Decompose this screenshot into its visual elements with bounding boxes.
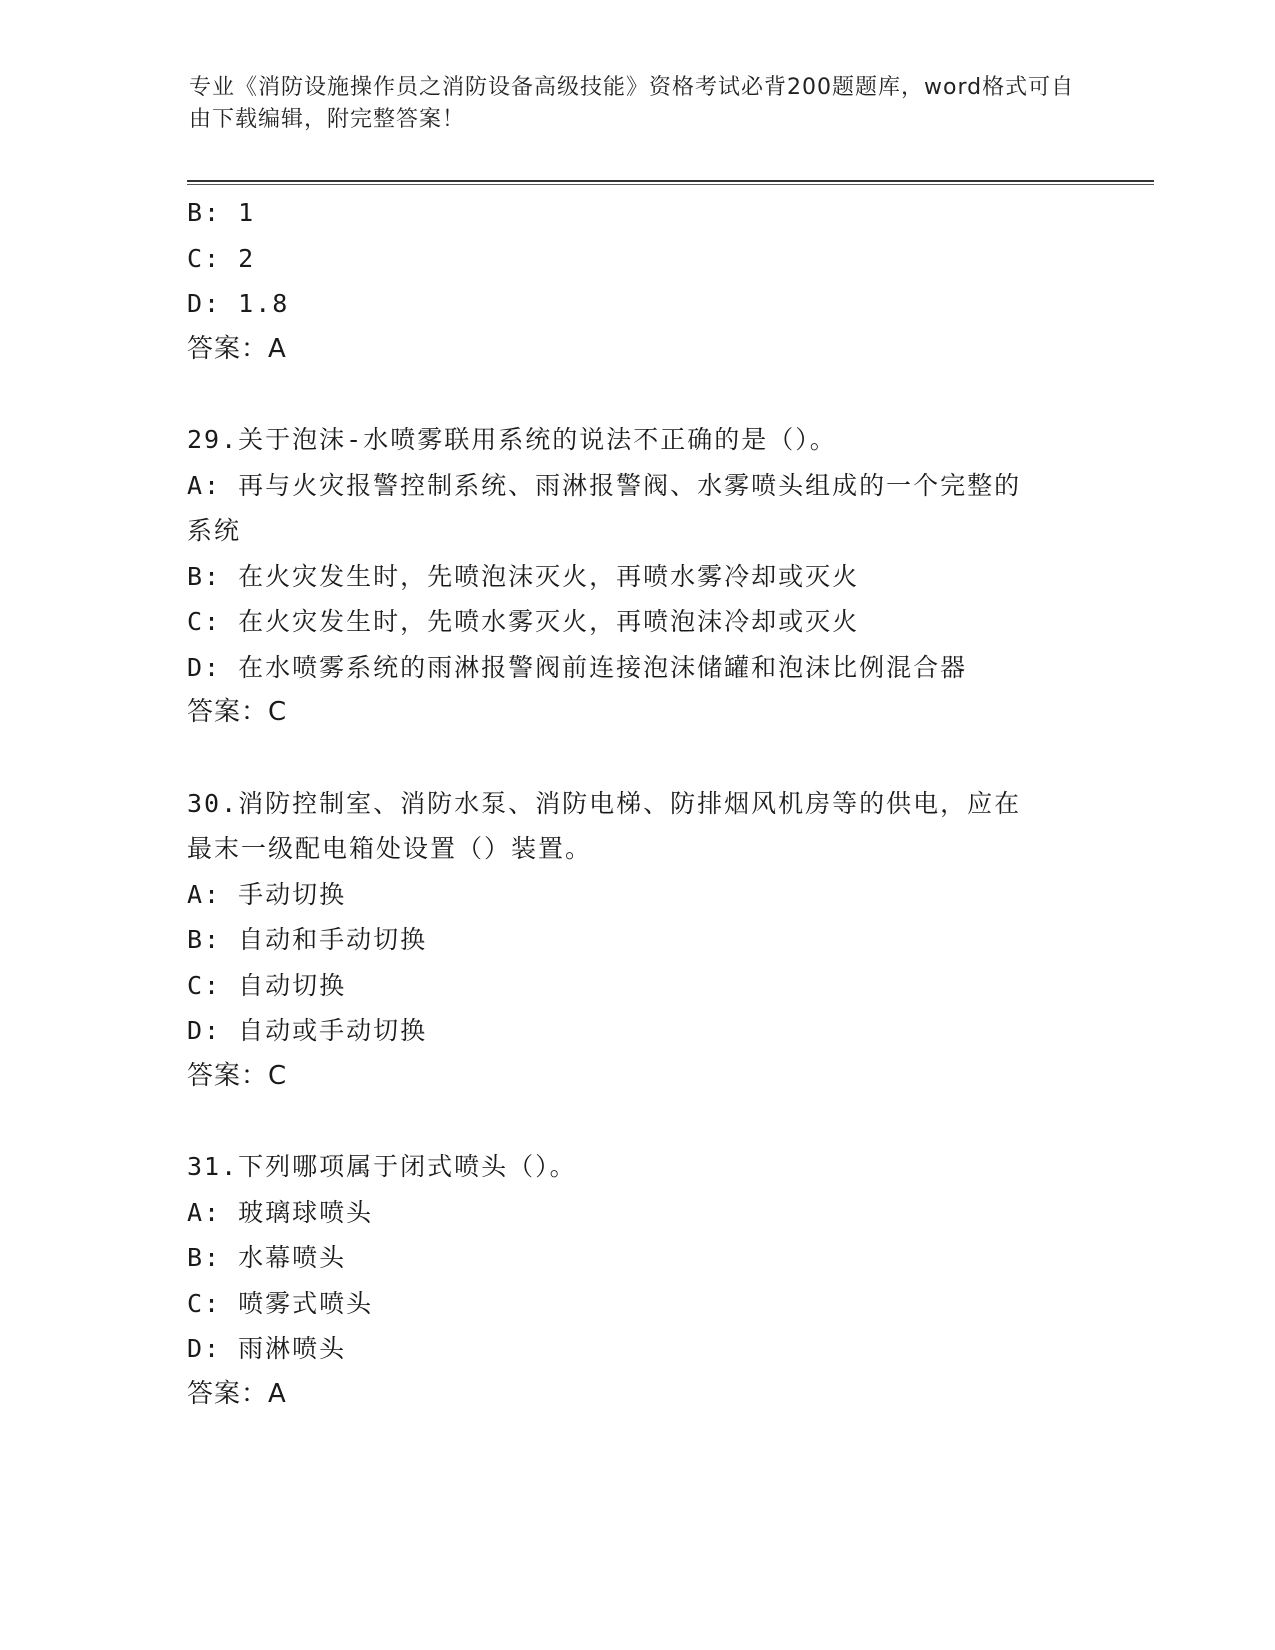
option-a: A: 再与火灾报警控制系统、雨淋报警阀、水雾喷头组成的一个完整的 <box>187 470 1022 500</box>
option-c: C: 2 <box>187 243 256 273</box>
option-a-continued: 系统 <box>187 516 242 545</box>
option-c: C: 自动切换 <box>187 970 347 1000</box>
option-d: D: 在水喷雾系统的雨淋报警阀前连接泡沫储罐和泡沫比例混合器 <box>187 652 968 682</box>
option-c: C: 在火灾发生时，先喷水雾灭火，再喷泡沫冷却或灭火 <box>187 607 860 636</box>
option-d: D: 1.8 <box>187 289 290 318</box>
header-divider <box>187 180 1154 182</box>
question-30 <box>187 781 1087 1100</box>
page-header: 专业《消防设施操作员之消防设备高级技能》资格考试必背200题题库，word格式可自由下载编辑，附完整答案！ <box>189 75 1075 132</box>
header-divider-secondary <box>187 184 1154 185</box>
answer-line: 答案：C <box>187 1060 288 1091</box>
option-b: B: 在火灾发生时，先喷泡沫灭火，再喷水雾冷却或灭火 <box>187 561 860 591</box>
answer-line: 答案：A <box>187 333 287 364</box>
option-c: C: 喷雾式喷头 <box>187 1288 374 1318</box>
option-d: D: 自动或手动切换 <box>187 1016 428 1045</box>
answer-line: 答案：C <box>187 697 288 727</box>
partial-question-28 <box>187 190 1087 372</box>
option-d: D: 雨淋喷头 <box>187 1334 347 1363</box>
option-b: B: 1 <box>187 198 256 227</box>
question-stem: 31.下列哪项属于闭式喷头（）。 <box>187 1152 577 1181</box>
option-b: B: 水幕喷头 <box>187 1243 347 1272</box>
question-stem-continued: 最末一级配电箱处设置（）装置。 <box>187 834 593 863</box>
question-stem: 29.关于泡沫-水喷雾联用系统的说法不正确的是（）。 <box>187 425 837 454</box>
question-stem: 30.消防控制室、消防水泵、消防电梯、防排烟风机房等的供电，应在 <box>187 788 1022 818</box>
question-31 <box>187 1144 1087 1417</box>
option-b: B: 自动和手动切换 <box>187 925 428 954</box>
answer-line: 答案：A <box>187 1378 287 1409</box>
option-a: A: 玻璃球喷头 <box>187 1197 374 1227</box>
question-29 <box>187 417 1087 736</box>
option-a: A: 手动切换 <box>187 879 347 909</box>
exam-content <box>187 190 1087 1417</box>
